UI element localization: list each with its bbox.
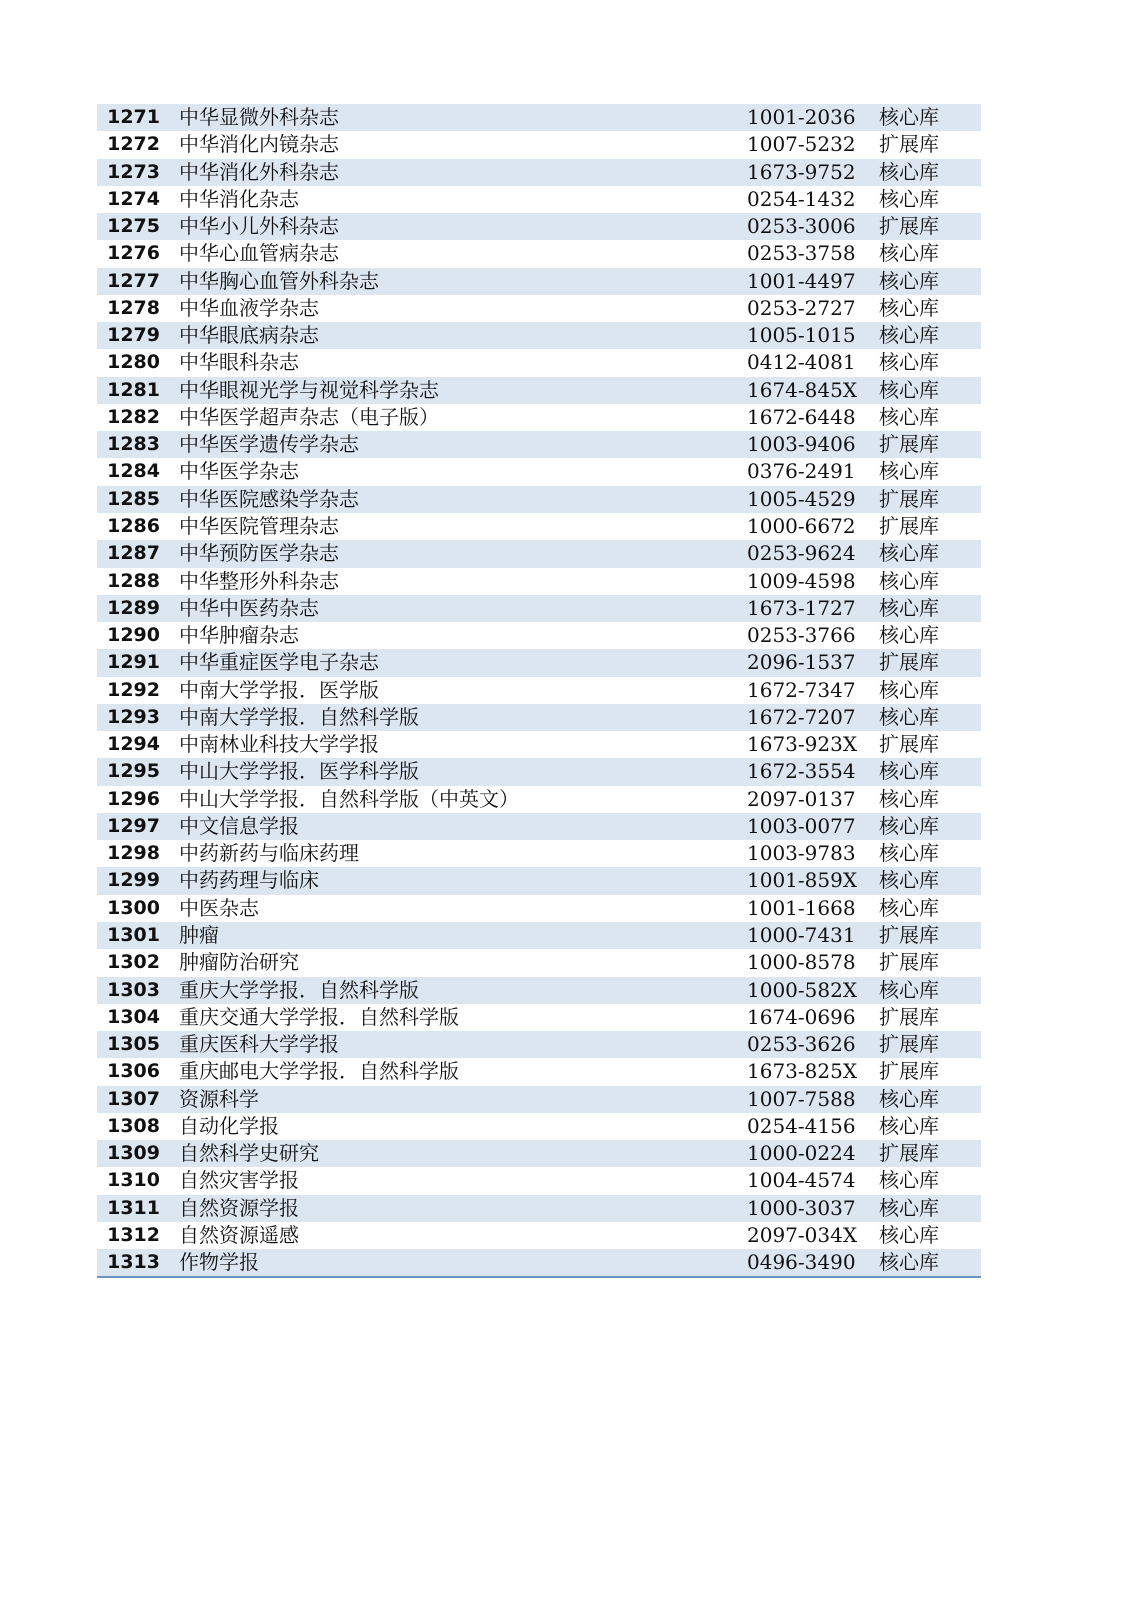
category: 扩展库 [879,486,939,511]
journal-name: 中华小儿外科杂志 [179,214,339,239]
category: 核心库 [879,241,939,266]
category: 扩展库 [879,1004,939,1029]
table-row [97,1004,981,1031]
journal-name: 重庆大学学报．自然科学版 [179,977,419,1002]
category: 核心库 [879,295,939,320]
journal-name: 中医杂志 [179,895,259,920]
table-row [97,649,981,676]
row-number: 1306 [107,1060,160,1083]
category: 核心库 [879,1113,939,1138]
issn: 2096-1537 [747,650,856,675]
row-number: 1275 [107,215,160,238]
row-number: 1311 [107,1196,160,1219]
table-row [97,1249,981,1276]
category: 核心库 [879,377,939,402]
journal-name: 自然灾害学报 [179,1168,299,1193]
category: 扩展库 [879,1032,939,1057]
row-number: 1299 [107,869,160,892]
table-row [97,595,981,622]
category: 核心库 [879,1168,939,1193]
category: 核心库 [879,568,939,593]
table-row [97,1195,981,1222]
row-number: 1277 [107,269,160,292]
journal-name: 中华医学杂志 [179,459,299,484]
issn: 1000-7431 [747,922,856,947]
table-row [97,1086,981,1113]
table-row [97,377,981,404]
category: 核心库 [879,595,939,620]
table-row [97,867,981,894]
table-row [97,895,981,922]
journal-name: 中华眼视光学与视觉科学杂志 [179,377,439,402]
journal-name: 中华医院感染学杂志 [179,486,359,511]
journal-name: 肿瘤 [179,922,219,947]
row-number: 1289 [107,596,160,619]
issn: 1674-0696 [747,1004,856,1029]
row-number: 1280 [107,351,160,374]
category: 核心库 [879,786,939,811]
row-number: 1278 [107,296,160,319]
category: 核心库 [879,541,939,566]
table-row [97,268,981,295]
issn: 1672-6448 [747,404,856,429]
row-number: 1282 [107,405,160,428]
row-number: 1307 [107,1087,160,1110]
category: 核心库 [879,459,939,484]
issn: 0253-3626 [747,1032,856,1057]
row-number: 1304 [107,1005,160,1028]
category: 核心库 [879,1222,939,1247]
category: 扩展库 [879,513,939,538]
issn: 1673-9752 [747,159,856,184]
journal-name: 中华医学超声杂志（电子版） [179,404,439,429]
row-number: 1286 [107,514,160,537]
journal-name: 中华整形外科杂志 [179,568,339,593]
category: 核心库 [879,404,939,429]
row-number: 1272 [107,133,160,156]
table-row [97,922,981,949]
table-row [97,1222,981,1249]
category: 扩展库 [879,650,939,675]
row-number: 1309 [107,1142,160,1165]
journal-name: 中华消化内镜杂志 [179,132,339,157]
journal-name: 中华中医药杂志 [179,595,319,620]
table-row [97,404,981,431]
issn: 1672-7207 [747,704,856,729]
row-number: 1283 [107,433,160,456]
issn: 0412-4081 [747,350,856,375]
issn: 1001-859X [747,868,858,893]
table-row [97,513,981,540]
row-number: 1313 [107,1251,160,1274]
table-row [97,349,981,376]
category: 核心库 [879,350,939,375]
row-number: 1302 [107,951,160,974]
issn: 2097-034X [747,1222,858,1247]
journal-name: 自然资源学报 [179,1195,299,1220]
issn: 1003-9406 [747,432,856,457]
journal-name: 自然科学史研究 [179,1141,319,1166]
row-number: 1284 [107,460,160,483]
journal-name: 中南大学学报．自然科学版 [179,704,419,729]
table-row [97,104,981,131]
issn: 1673-1727 [747,595,856,620]
row-number: 1308 [107,1114,160,1137]
issn: 1009-4598 [747,568,856,593]
category: 扩展库 [879,1141,939,1166]
row-number: 1279 [107,324,160,347]
category: 核心库 [879,1250,939,1275]
issn: 1673-825X [747,1059,858,1084]
row-number: 1291 [107,651,160,674]
journal-name: 重庆邮电大学学报．自然科学版 [179,1059,459,1084]
journal-name: 作物学报 [179,1250,259,1275]
category: 核心库 [879,759,939,784]
issn: 1007-5232 [747,132,856,157]
category: 扩展库 [879,432,939,457]
row-number: 1301 [107,923,160,946]
issn: 1004-4574 [747,1168,856,1193]
table-row [97,677,981,704]
row-number: 1294 [107,733,160,756]
category: 核心库 [879,105,939,129]
issn: 1000-8578 [747,950,856,975]
journal-name: 中华预防医学杂志 [179,541,339,566]
journal-name: 资源科学 [179,1086,259,1111]
table-row [97,813,981,840]
table-row [97,758,981,785]
row-number: 1303 [107,978,160,1001]
row-number: 1287 [107,542,160,565]
row-number: 1290 [107,624,160,647]
journal-name: 中华眼科杂志 [179,350,299,375]
journal-name: 中华肿瘤杂志 [179,623,299,648]
table-row [97,322,981,349]
journal-name: 中华医学遗传学杂志 [179,432,359,457]
row-number: 1296 [107,787,160,810]
journal-name: 中文信息学报 [179,813,299,838]
issn: 1673-923X [747,732,858,757]
issn: 1001-4497 [747,268,856,293]
journal-name: 中华重症医学电子杂志 [179,650,379,675]
issn: 1000-0224 [747,1141,856,1166]
category: 核心库 [879,704,939,729]
issn: 1672-3554 [747,759,856,784]
category: 扩展库 [879,214,939,239]
issn: 2097-0137 [747,786,856,811]
issn: 0253-3758 [747,241,856,266]
category: 核心库 [879,1086,939,1111]
table-row [97,1031,981,1058]
table-row [97,704,981,731]
issn: 0254-1432 [747,186,856,211]
issn: 1000-3037 [747,1195,856,1220]
issn: 0253-9624 [747,541,856,566]
journal-name: 中华血液学杂志 [179,295,319,320]
journal-name: 自然资源遥感 [179,1222,299,1247]
table-row [97,186,981,213]
table-row [97,731,981,758]
row-number: 1305 [107,1033,160,1056]
journal-name: 肿瘤防治研究 [179,950,299,975]
journal-name: 中山大学学报．自然科学版（中英文） [179,786,519,811]
table-row [97,786,981,813]
table-row [97,622,981,649]
category: 扩展库 [879,922,939,947]
issn: 0376-2491 [747,459,856,484]
issn: 0253-2727 [747,295,856,320]
table-row [97,131,981,158]
category: 扩展库 [879,132,939,157]
journal-name: 中华医院管理杂志 [179,513,339,538]
journal-name: 重庆医科大学学报 [179,1032,339,1057]
table-row [97,431,981,458]
table-row [97,159,981,186]
issn: 1005-1015 [747,323,856,348]
table-row [97,213,981,240]
row-number: 1288 [107,569,160,592]
issn: 1001-2036 [747,105,856,129]
category: 核心库 [879,677,939,702]
table-row [97,1167,981,1194]
journal-name: 中华胸心血管外科杂志 [179,268,379,293]
table-row [97,295,981,322]
row-number: 1281 [107,378,160,401]
row-number: 1312 [107,1223,160,1246]
row-number: 1295 [107,760,160,783]
table-row [97,1058,981,1085]
category: 扩展库 [879,950,939,975]
category: 核心库 [879,895,939,920]
journal-name: 中华消化杂志 [179,186,299,211]
row-number: 1276 [107,242,160,265]
category: 核心库 [879,1195,939,1220]
issn: 1007-7588 [747,1086,856,1111]
category: 核心库 [879,868,939,893]
table-row [97,486,981,513]
issn: 0253-3006 [747,214,856,239]
category: 核心库 [879,268,939,293]
row-number: 1285 [107,487,160,510]
issn: 1000-6672 [747,513,856,538]
table-row [97,568,981,595]
row-number: 1297 [107,814,160,837]
row-number: 1298 [107,842,160,865]
issn: 1001-1668 [747,895,856,920]
journal-name: 自动化学报 [179,1113,279,1138]
journal-name: 中药新药与临床药理 [179,841,359,866]
issn: 0496-3490 [747,1250,856,1275]
category: 核心库 [879,623,939,648]
row-number: 1271 [107,106,160,128]
journal-name: 中南大学学报．医学版 [179,677,379,702]
table-row [97,949,981,976]
table-row [97,240,981,267]
table-row [97,1140,981,1167]
row-number: 1273 [107,160,160,183]
category: 核心库 [879,159,939,184]
issn: 1005-4529 [747,486,856,511]
journal-name: 中华心血管病杂志 [179,241,339,266]
issn: 1674-845X [747,377,858,402]
table-row [97,977,981,1004]
journal-name: 重庆交通大学学报．自然科学版 [179,1004,459,1029]
issn: 0254-4156 [747,1113,856,1138]
category: 扩展库 [879,732,939,757]
journal-name: 中华消化外科杂志 [179,159,339,184]
issn: 1672-7347 [747,677,856,702]
category: 核心库 [879,841,939,866]
journal-name: 中山大学学报．医学科学版 [179,759,419,784]
category: 核心库 [879,323,939,348]
journal-name: 中药药理与临床 [179,868,319,893]
journal-name: 中南林业科技大学学报 [179,732,379,757]
row-number: 1293 [107,705,160,728]
journal-table [97,104,981,1278]
journal-name: 中华显微外科杂志 [179,105,339,129]
issn: 1003-0077 [747,813,856,838]
category: 核心库 [879,977,939,1002]
category: 核心库 [879,813,939,838]
journal-name: 中华眼底病杂志 [179,323,319,348]
row-number: 1310 [107,1169,160,1192]
issn: 0253-3766 [747,623,856,648]
category: 核心库 [879,186,939,211]
table-row [97,540,981,567]
issn: 1003-9783 [747,841,856,866]
issn: 1000-582X [747,977,858,1002]
row-number: 1274 [107,187,160,210]
table-row [97,458,981,485]
table-row [97,1113,981,1140]
row-number: 1300 [107,896,160,919]
category: 扩展库 [879,1059,939,1084]
row-number: 1292 [107,678,160,701]
table-row [97,840,981,867]
